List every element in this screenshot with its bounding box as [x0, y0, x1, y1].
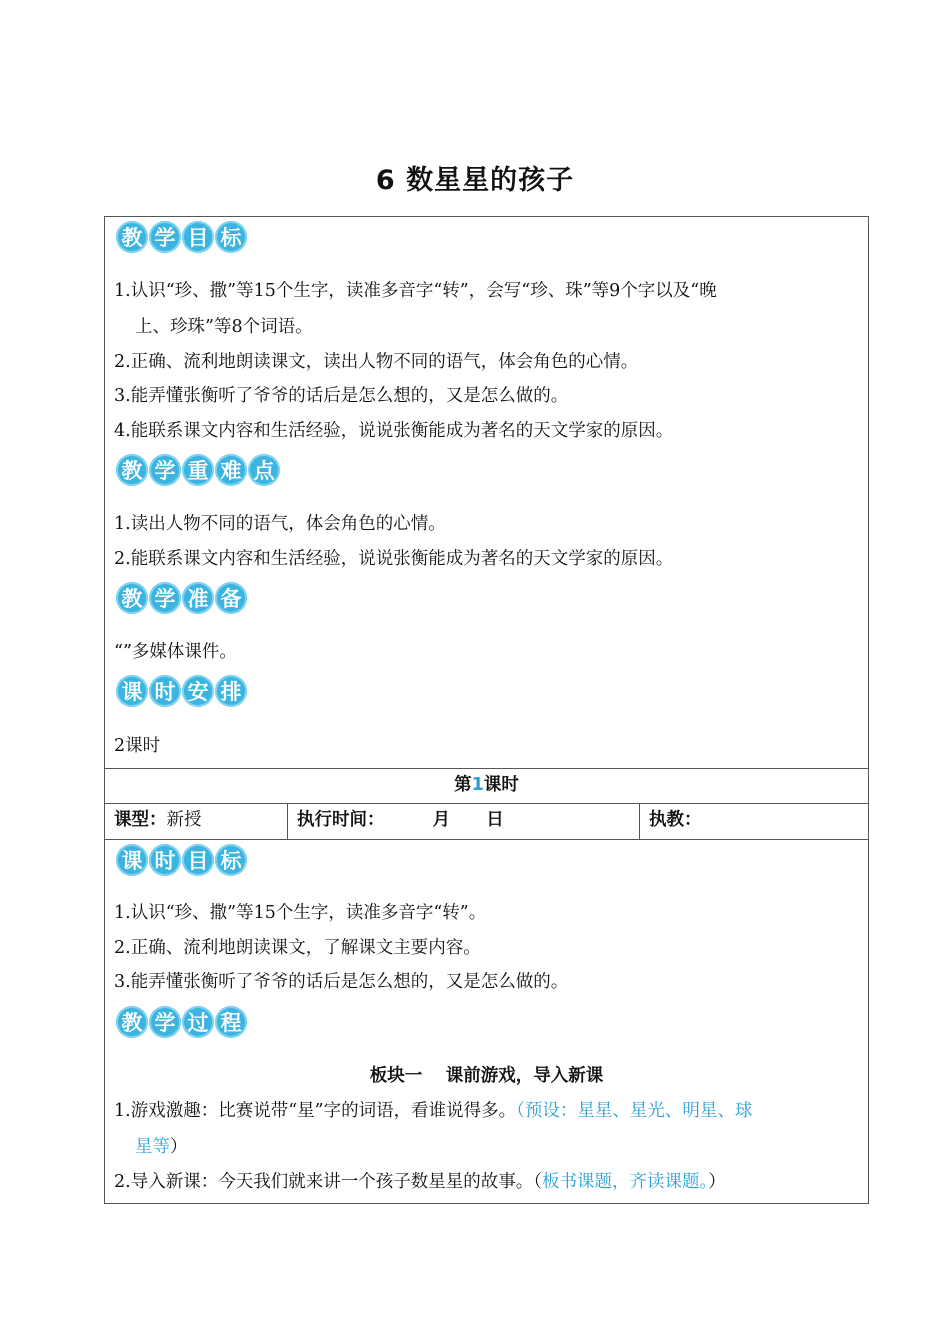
process-item-2 — [114, 1164, 860, 1200]
objective-line: 4.能联系课文内容和生活经验，说说张衡能成为著名的天文学家的原因。 — [114, 421, 674, 441]
course-type-cell — [114, 803, 202, 837]
exec-time-label: 执行时间： — [297, 810, 385, 830]
badge-char: 时 — [149, 844, 181, 876]
lesson-objective-line: 2.正确、流利地朗读课文，了解课文主要内容。 — [114, 938, 481, 958]
badge-char: 准 — [182, 582, 214, 614]
course-type-label: 课型： — [114, 810, 167, 830]
process-item-1-cont — [135, 1129, 860, 1165]
objective-line: 3.能弄懂张衡听了爷爷的话后是怎么想的，又是怎么做的。 — [114, 386, 569, 406]
cell-divider — [287, 803, 288, 839]
key-points-badge — [116, 454, 280, 486]
badge-char: 标 — [215, 844, 247, 876]
objective-line: 1.认识“珍、撒”等15个生字，读准多音字“转”，会写“珍、珠”等9个字以及“晚 — [114, 281, 717, 301]
process-item-2-text: 2.导入新课：今天我们就来讲一个孩子数星星的故事。 — [114, 1172, 534, 1192]
process-item-2-open: （ — [533, 1172, 542, 1192]
process-item-1-text: 1.游戏激趣：比赛说带“星”字的词语，看谁说得多。 — [114, 1101, 517, 1121]
process-item-1 — [114, 1093, 860, 1129]
month-label: 月 — [432, 810, 451, 830]
cell-divider — [639, 803, 640, 839]
page-title: 6 数星星的孩子 — [375, 165, 575, 196]
badge-char: 安 — [182, 675, 214, 707]
badge-char: 备 — [215, 582, 247, 614]
key-point-line: 1.读出人物不同的语气，体会角色的心情。 — [114, 514, 446, 534]
badge-char: 点 — [248, 454, 280, 486]
objective-line: 上、珍珠”等8个词语。 — [135, 317, 313, 337]
process-item-1-close: ） — [170, 1137, 188, 1157]
lesson-plan-table — [104, 216, 869, 1204]
schedule-text: 2课时 — [114, 736, 161, 756]
course-type-value: 新授 — [166, 810, 202, 830]
badge-char: 难 — [215, 454, 247, 486]
section-title: 板块一 课前游戏，导入新课 — [369, 1066, 604, 1086]
lesson-objectives-badge — [116, 844, 247, 876]
badge-char: 课 — [116, 844, 148, 876]
lesson-objective-line: 3.能弄懂张衡听了爷爷的话后是怎么想的，又是怎么做的。 — [114, 972, 569, 992]
badge-char: 程 — [215, 1006, 247, 1038]
objectives-badge — [116, 221, 247, 253]
badge-char: 学 — [149, 221, 181, 253]
key-point-line: 2.能联系课文内容和生活经验，说说张衡能成为著名的天文学家的原因。 — [114, 549, 674, 569]
badge-char: 过 — [182, 1006, 214, 1038]
lesson-number: 1 — [471, 775, 484, 795]
row-divider — [105, 839, 868, 840]
exec-time-cell — [297, 803, 504, 837]
badge-char: 教 — [116, 582, 148, 614]
badge-char: 目 — [182, 844, 214, 876]
process-badge — [116, 1006, 247, 1038]
badge-char: 排 — [215, 675, 247, 707]
badge-char: 目 — [182, 221, 214, 253]
preparation-badge — [116, 582, 247, 614]
badge-char: 重 — [182, 454, 214, 486]
badge-char: 学 — [149, 1006, 181, 1038]
badge-char: 标 — [215, 221, 247, 253]
teacher-cell: 执教： — [649, 810, 702, 830]
lesson-header — [105, 768, 868, 802]
schedule-badge — [116, 675, 247, 707]
objective-line: 2.正确、流利地朗读课文，读出人物不同的语气，体会角色的心情。 — [114, 352, 639, 372]
process-item-2-close: ） — [708, 1172, 726, 1192]
process-item-1-note: （预设：星星、星光、明星、球 — [516, 1101, 753, 1121]
lesson-header-pre: 第 — [454, 775, 472, 795]
badge-char: 课 — [116, 675, 148, 707]
day-label: 日 — [486, 810, 504, 830]
process-item-2-note: 板书课题，齐读课题。 — [541, 1172, 709, 1192]
badge-char: 学 — [149, 454, 181, 486]
badge-char: 教 — [116, 221, 148, 253]
badge-char: 教 — [116, 454, 148, 486]
badge-char: 学 — [149, 582, 181, 614]
preparation-text: “”多媒体课件。 — [114, 642, 237, 662]
process-item-1-note-cont: 星等 — [135, 1137, 170, 1157]
badge-char: 教 — [116, 1006, 148, 1038]
lesson-header-post: 课时 — [483, 775, 519, 795]
badge-char: 时 — [149, 675, 181, 707]
lesson-objective-line: 1.认识“珍、撒”等15个生字，读准多音字“转”。 — [114, 903, 487, 923]
